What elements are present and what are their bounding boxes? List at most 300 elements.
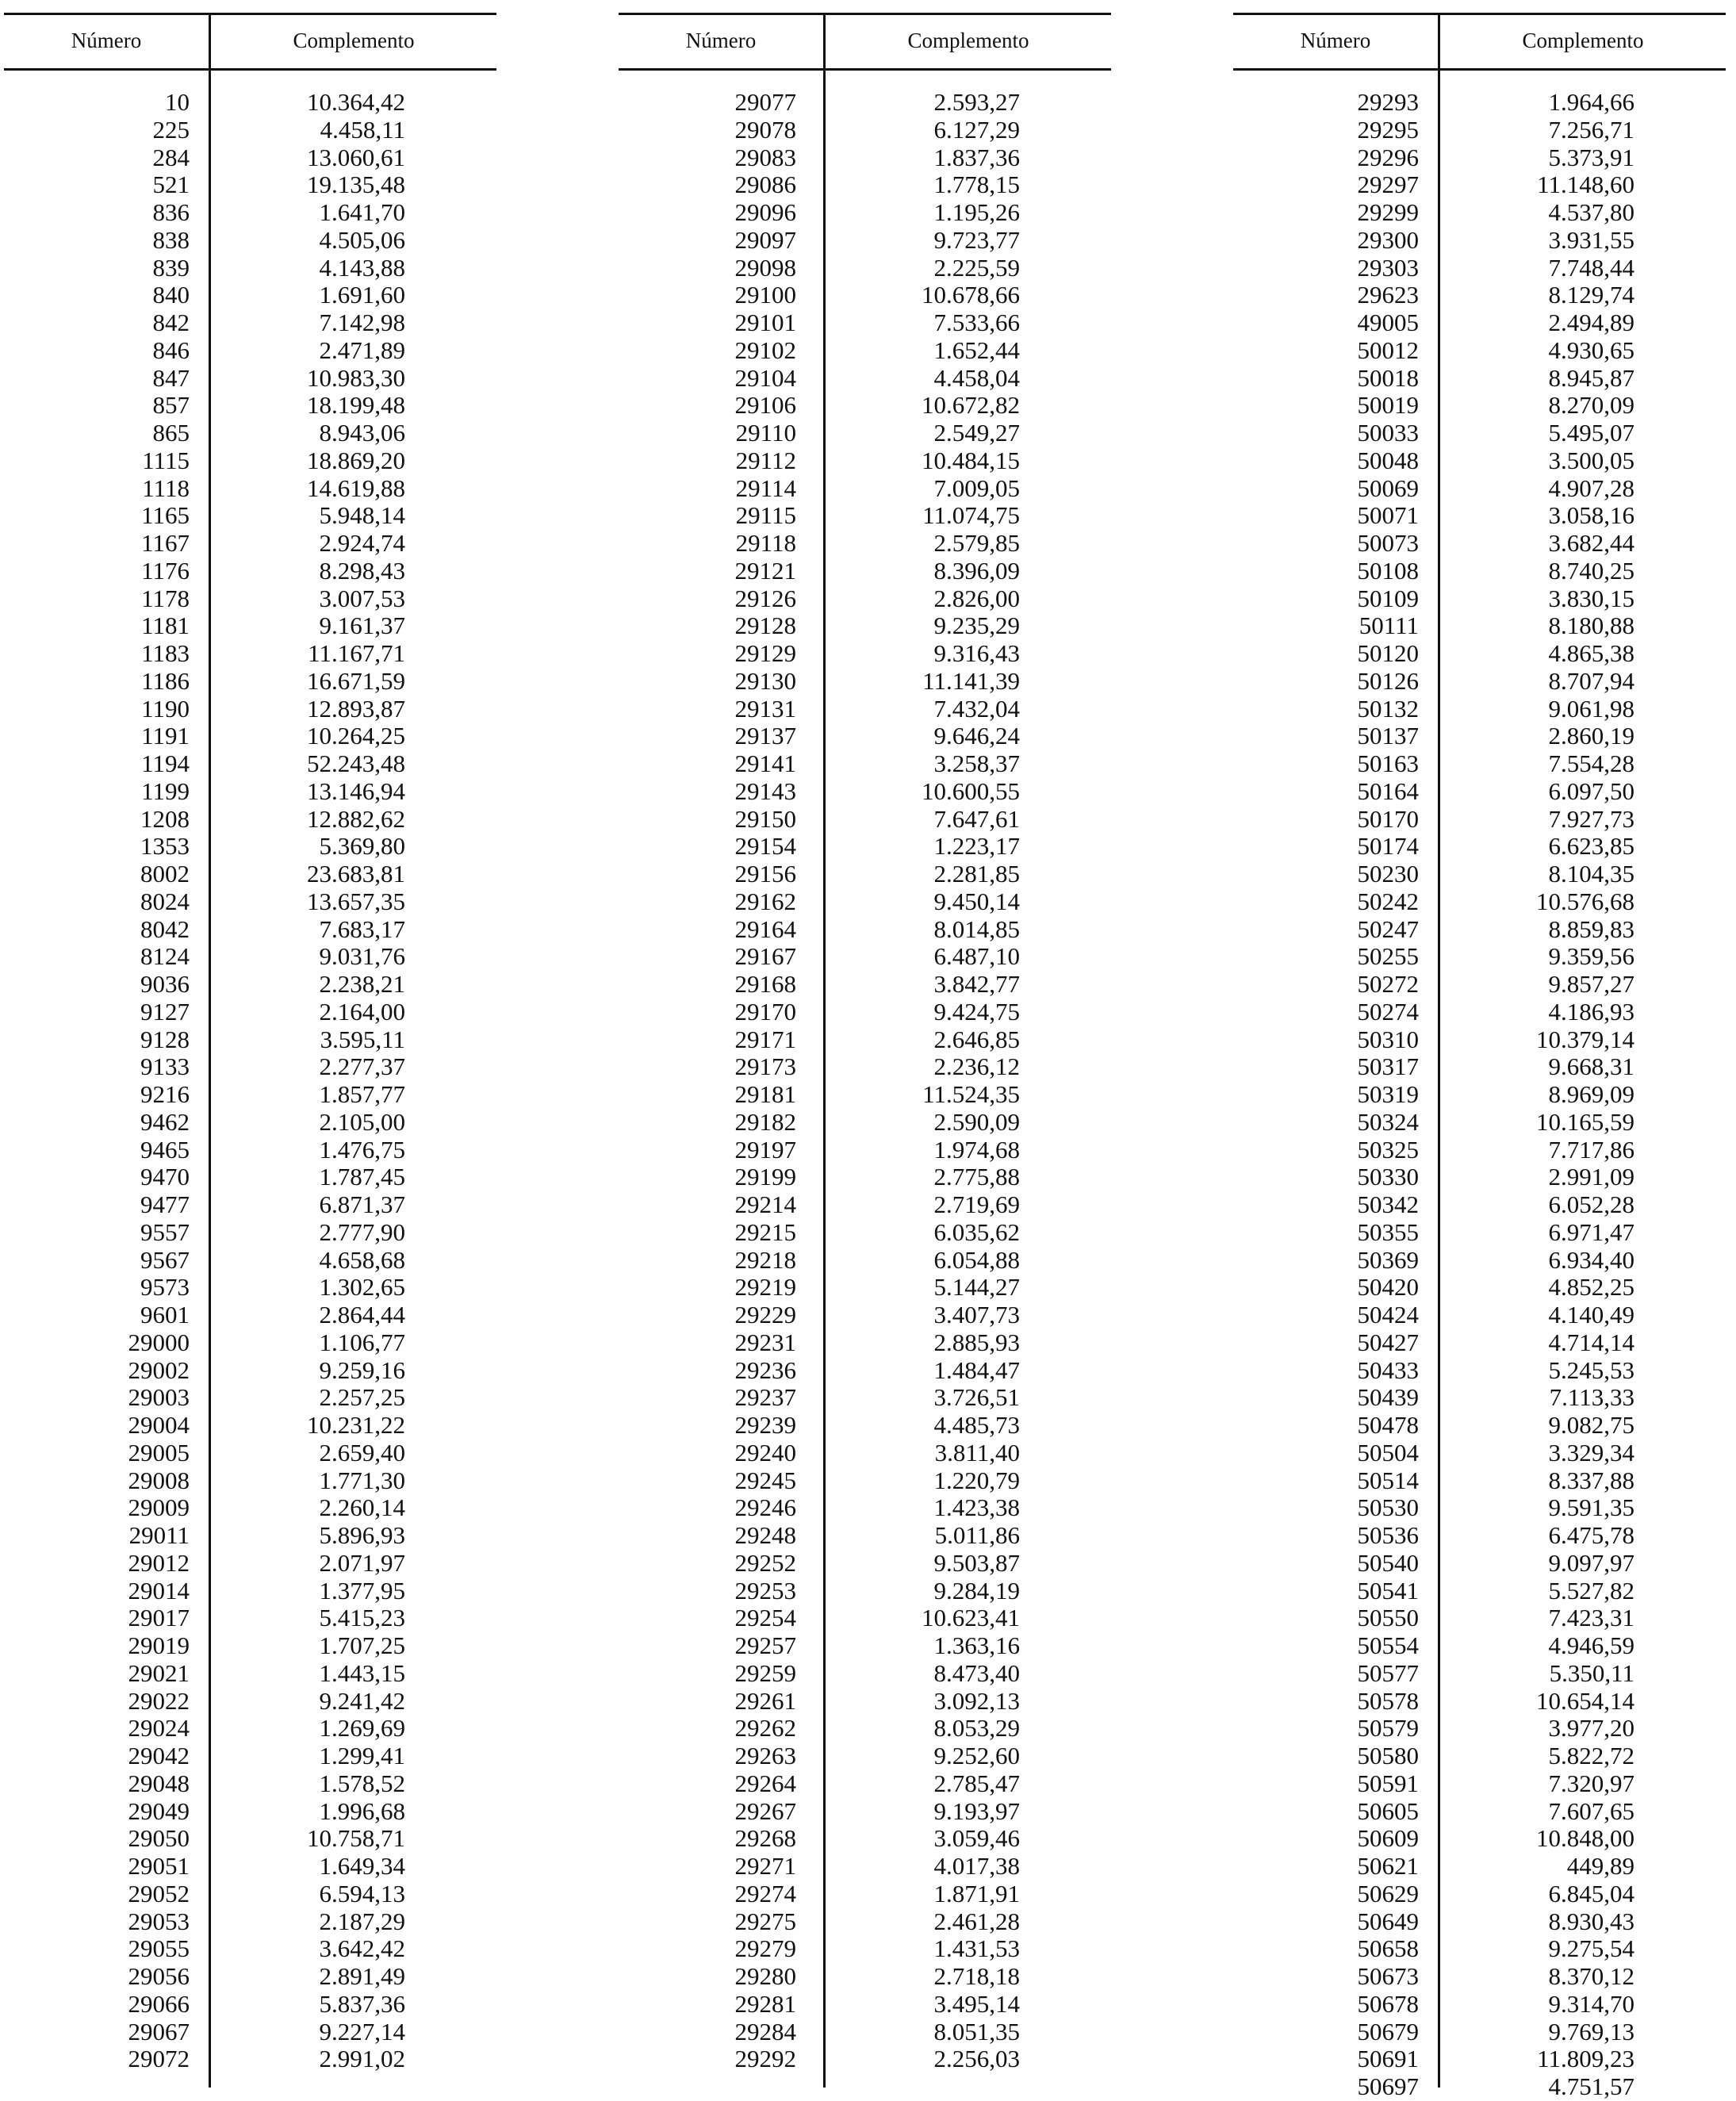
table-row [1233,1688,1726,1716]
table-row [4,171,496,199]
table-row [619,1798,1111,1826]
complemento-cell: 6.097,50 [1548,776,1634,805]
numero-cell: 29083 [734,143,796,171]
table-row [1233,1605,1726,1632]
table-row [619,750,1111,778]
complemento-cell: 2.071,97 [319,1548,405,1577]
numero-cell: 29066 [128,1989,190,2018]
complemento-cell: 16.671,59 [307,666,405,695]
table-row [4,1963,496,1991]
numero-cell: 29129 [734,639,796,667]
numero-cell: 29246 [734,1493,796,1522]
complemento-cell: 5.822,72 [1548,1742,1634,1769]
numero-cell: 50541 [1357,1576,1419,1605]
table-row [1233,475,1726,503]
numero-cell: 838 [152,225,190,254]
complemento-cell: 10.848,00 [1536,1824,1634,1853]
complemento-cell: 4.751,57 [1548,2072,1634,2100]
table-row [4,696,496,723]
table-row [4,888,496,916]
table-row [619,227,1111,255]
complemento-cell: 9.359,56 [1548,942,1634,971]
table-rows [619,89,1111,2073]
complemento-cell: 1.578,52 [319,1769,405,1797]
complemento-cell: 7.927,73 [1548,804,1634,833]
complemento-cell: 6.971,47 [1548,1217,1634,1246]
table-row [1233,2019,1726,2046]
numero-cell: 29263 [734,1742,796,1769]
table-row [1233,502,1726,530]
complemento-cell: 449,89 [1566,1852,1634,1880]
table-row [619,1550,1111,1578]
table-row [4,1329,496,1357]
numero-cell: 29259 [734,1658,796,1687]
numero-cell: 29275 [734,1907,796,1935]
table-row [1233,1825,1726,1853]
numero-cell: 865 [152,419,190,447]
numero-cell: 29299 [1357,198,1419,226]
complemento-cell: 6.934,40 [1548,1245,1634,1274]
complemento-cell: 8.370,12 [1548,1962,1634,1990]
numero-cell: 29274 [734,1879,796,1907]
numero-cell: 29303 [1357,253,1419,282]
complemento-cell: 1.443,15 [319,1658,405,1687]
complemento-cell: 18.199,48 [307,391,405,420]
numero-cell: 521 [152,171,190,199]
complemento-cell: 2.549,27 [933,419,1020,447]
numero-cell: 29231 [734,1328,796,1356]
complemento-cell: 6.052,28 [1548,1190,1634,1218]
complemento-cell: 11.167,71 [308,639,405,667]
complemento-cell: 4.930,65 [1548,335,1634,364]
table-row [619,337,1111,365]
top-rule [619,13,1111,15]
complemento-cell: 3.830,15 [1548,584,1634,612]
numero-cell: 50580 [1357,1742,1419,1769]
complemento-cell: 7.554,28 [1548,750,1634,777]
complemento-cell: 4.714,14 [1548,1328,1634,1356]
table-row [1233,144,1726,172]
table-row [1233,1302,1726,1329]
numero-cell: 29101 [734,309,796,336]
complemento-cell: 9.031,76 [319,942,405,971]
complemento-cell: 3.007,53 [319,584,405,612]
table-row [4,723,496,750]
table-row [619,420,1111,447]
complemento-cell: 5.144,27 [933,1273,1020,1302]
complemento-cell: 2.864,44 [319,1301,405,1328]
complemento-cell: 8.014,85 [933,914,1020,943]
complemento-cell: 11.524,35 [922,1080,1020,1108]
table-row [4,640,496,668]
table-row [1233,640,1726,668]
complemento-cell: 52.243,48 [307,750,405,777]
numero-cell: 29297 [1357,171,1419,199]
table-row [4,833,496,861]
complemento-cell: 9.723,77 [933,225,1020,254]
numero-cell: 29168 [734,970,796,998]
complemento-cell: 4.907,28 [1548,473,1634,502]
table-row [619,640,1111,668]
numero-cell: 29100 [734,281,796,309]
numero-cell: 29106 [734,391,796,420]
numero-cell: 1353 [140,832,190,861]
complemento-cell: 9.193,97 [933,1796,1020,1825]
complemento-cell: 5.369,80 [319,832,405,861]
table-row [619,1935,1111,1963]
numero-cell: 29254 [734,1604,796,1632]
complemento-cell: 12.893,87 [307,694,405,723]
numero-cell: 29284 [734,2017,796,2045]
complemento-cell: 1.871,91 [933,1879,1020,1907]
complemento-cell: 6.035,62 [933,1217,1020,1246]
numero-cell: 50317 [1357,1052,1419,1081]
numero-cell: 50120 [1357,639,1419,667]
complemento-cell: 4.140,49 [1548,1301,1634,1328]
table-row [1233,1908,1726,1936]
numero-cell: 50073 [1357,529,1419,557]
complemento-cell: 4.143,88 [319,253,405,282]
complemento-cell: 3.407,73 [933,1301,1020,1328]
table-row [619,1412,1111,1440]
table-row [619,475,1111,503]
table-row [619,723,1111,750]
numero-cell: 29262 [734,1714,796,1743]
numero-cell: 29055 [128,1934,190,1963]
complemento-cell: 2.991,02 [319,2045,405,2073]
complemento-cell: 1.476,75 [319,1135,405,1164]
table-row [619,2045,1111,2073]
table-row [619,1274,1111,1302]
numero-cell: 29115 [735,501,796,530]
numero-cell: 9127 [140,997,190,1026]
table-row [1233,1632,1726,1660]
numero-cell: 50629 [1357,1879,1419,1907]
table-row [1233,117,1726,144]
numero-cell: 9477 [140,1190,190,1218]
complemento-cell: 2.461,28 [933,1907,1020,1935]
complemento-cell: 4.658,68 [319,1245,405,1274]
table-row [1233,2045,1726,2073]
numero-cell: 50478 [1357,1411,1419,1439]
table-row [1233,1164,1726,1191]
complemento-cell: 10.165,59 [1536,1107,1634,1136]
table-row [4,530,496,558]
complemento-cell: 1.996,68 [319,1796,405,1825]
header-rule [619,68,1111,71]
complemento-cell: 2.860,19 [1548,722,1634,750]
numero-cell: 9567 [140,1245,190,1274]
numero-cell: 50591 [1357,1769,1419,1797]
complemento-cell: 10.600,55 [922,776,1020,805]
complemento-cell: 5.495,07 [1548,419,1634,447]
table-row [4,1137,496,1164]
table-row [1233,750,1726,778]
complemento-cell: 9.241,42 [319,1686,405,1715]
numero-cell: 29173 [734,1052,796,1081]
numero-cell: 225 [152,115,190,144]
complemento-cell: 2.891,49 [319,1962,405,1990]
complemento-cell: 7.142,98 [319,309,405,336]
numero-cell: 29295 [1357,115,1419,144]
complemento-cell: 2.236,12 [933,1052,1020,1081]
table-row [619,2019,1111,2046]
numero-cell: 9462 [140,1107,190,1136]
numero-cell: 29128 [734,612,796,640]
complemento-cell: 8.740,25 [1548,556,1634,585]
table-row [1233,861,1726,888]
numero-cell: 50578 [1357,1686,1419,1715]
complemento-cell: 9.314,70 [1548,1989,1634,2018]
numero-cell: 50019 [1357,391,1419,420]
numero-cell: 29000 [128,1328,190,1356]
table-row [1233,2073,1726,2101]
table-row [619,1632,1111,1660]
complemento-cell: 1.220,79 [933,1466,1020,1494]
table-row [1233,282,1726,309]
table-row [4,1935,496,1963]
complemento-cell: 23.683,81 [307,860,405,888]
complemento-cell: 2.924,74 [319,529,405,557]
numero-cell: 50170 [1357,804,1419,833]
numero-cell: 50247 [1357,914,1419,943]
table-row [1233,447,1726,475]
table-row [4,1494,496,1522]
complemento-cell: 19.135,48 [307,171,405,199]
numero-cell: 29126 [734,584,796,612]
table-row [4,255,496,282]
table-row [619,1578,1111,1605]
complemento-cell: 1.771,30 [319,1466,405,1494]
complemento-cell: 9.252,60 [933,1742,1020,1769]
table-row [1233,943,1726,971]
table-row [4,1853,496,1881]
numero-cell: 29267 [734,1796,796,1825]
numero-cell: 50369 [1357,1245,1419,1274]
table-row [619,1384,1111,1412]
table-row [4,1053,496,1081]
complemento-cell: 1.778,15 [933,171,1020,199]
numero-cell: 29096 [734,198,796,226]
complemento-cell: 7.647,61 [933,804,1020,833]
table-row [4,778,496,806]
header-complemento: Complemento [1522,29,1644,52]
numero-cell: 50605 [1357,1796,1419,1825]
table-row [1233,199,1726,227]
complemento-cell: 8.473,40 [933,1658,1020,1687]
complemento-cell: 6.487,10 [933,942,1020,971]
table-row [1233,1357,1726,1385]
numero-cell: 50579 [1357,1714,1419,1743]
numero-cell: 29049 [128,1796,190,1825]
complemento-cell: 2.785,47 [933,1769,1020,1797]
numero-cell: 29280 [734,1962,796,1990]
numero-cell: 50272 [1357,970,1419,998]
table-row [4,1715,496,1743]
complemento-cell: 1.974,68 [933,1135,1020,1164]
numero-cell: 50697 [1357,2072,1419,2100]
complemento-cell: 8.298,43 [319,556,405,585]
table-row [1233,778,1726,806]
complemento-cell: 5.373,91 [1548,143,1634,171]
table-row [619,171,1111,199]
table-row [4,1440,496,1467]
numero-cell: 50609 [1357,1824,1419,1853]
complemento-cell: 3.977,20 [1548,1714,1634,1743]
complemento-cell: 2.238,21 [319,970,405,998]
table-row [619,1605,1111,1632]
complemento-cell: 1.363,16 [933,1631,1020,1659]
complemento-cell: 1.423,38 [933,1493,1020,1522]
table-row [1233,1853,1726,1881]
complemento-cell: 10.379,14 [1536,1025,1634,1053]
table-row [4,806,496,834]
table-row [4,1191,496,1219]
numero-cell: 29150 [734,804,796,833]
table-row [1233,696,1726,723]
table-row [4,1825,496,1853]
complemento-cell: 4.505,06 [319,225,405,254]
table-row [619,447,1111,475]
table-row [619,1522,1111,1550]
table-row [4,1384,496,1412]
complemento-cell: 11.809,23 [1537,2045,1634,2073]
table-row [4,502,496,530]
complemento-cell: 6.054,88 [933,1245,1020,1274]
table-row [1233,1494,1726,1522]
numero-cell: 29104 [734,363,796,392]
numero-cell: 9465 [140,1135,190,1164]
numero-cell: 29170 [734,997,796,1026]
table-row [4,558,496,585]
complemento-cell: 8.053,29 [933,1714,1020,1743]
table-row [4,1302,496,1329]
complemento-cell: 7.607,65 [1548,1796,1634,1825]
table-row [4,1026,496,1054]
table-row [619,1881,1111,1908]
complemento-cell: 4.017,38 [933,1852,1020,1880]
table-row [4,1274,496,1302]
complemento-cell: 10.758,71 [307,1824,405,1853]
table-row [4,89,496,117]
complemento-cell: 1.195,26 [933,198,1020,226]
table-row [1233,1798,1726,1826]
numero-cell: 29197 [734,1135,796,1164]
complemento-cell: 3.595,11 [320,1025,405,1053]
complemento-cell: 4.458,11 [320,115,405,144]
table-row [1233,668,1726,696]
table-row [1233,1935,1726,1963]
numero-cell: 29239 [734,1411,796,1439]
numero-cell: 1190 [141,694,190,723]
table-row [4,365,496,393]
complemento-cell: 5.011,86 [934,1521,1020,1549]
numero-cell: 50504 [1357,1438,1419,1466]
numero-cell: 29182 [734,1107,796,1136]
numero-cell: 9557 [140,1217,190,1246]
numero-cell: 29072 [128,2045,190,2073]
complemento-cell: 2.590,09 [933,1107,1020,1136]
complemento-cell: 6.594,13 [319,1879,405,1907]
table-row [619,199,1111,227]
table-row [4,668,496,696]
numero-cell: 29167 [734,942,796,971]
table-row [619,1770,1111,1798]
table-row [4,1247,496,1275]
numero-cell: 29017 [128,1604,190,1632]
table-row [619,1467,1111,1495]
numero-cell: 29067 [128,2017,190,2045]
complemento-cell: 8.969,09 [1548,1080,1634,1108]
complemento-cell: 5.896,93 [319,1521,405,1549]
table-row [619,888,1111,916]
numero-cell: 1178 [141,584,190,612]
table-row [4,1550,496,1578]
numero-cell: 839 [152,253,190,282]
complemento-cell: 2.826,00 [933,584,1020,612]
numero-cell: 8002 [140,860,190,888]
numero-cell: 50342 [1357,1190,1419,1218]
numero-cell: 1165 [141,501,190,530]
table-row [4,1522,496,1550]
numero-cell: 29293 [1357,88,1419,116]
numero-cell: 1199 [141,776,190,805]
numero-cell: 29102 [734,335,796,364]
complemento-cell: 3.842,77 [933,970,1020,998]
numero-cell: 29019 [128,1631,190,1659]
numero-cell: 29014 [128,1576,190,1605]
numero-cell: 29110 [735,419,796,447]
table-row [619,696,1111,723]
complemento-cell: 13.146,94 [307,776,405,805]
table-row [4,943,496,971]
numero-cell: 29022 [128,1686,190,1715]
table-row [619,1825,1111,1853]
complemento-cell: 7.423,31 [1548,1604,1634,1632]
table-row [1233,1550,1726,1578]
complemento-cell: 3.931,55 [1548,225,1634,254]
numero-cell: 29118 [735,529,796,557]
numero-cell: 29245 [734,1466,796,1494]
complemento-cell: 6.127,29 [933,115,1020,144]
numero-cell: 1181 [141,612,190,640]
numero-cell: 50673 [1357,1962,1419,1990]
numero-cell: 29042 [128,1742,190,1769]
table-row [619,1908,1111,1936]
numero-cell: 29229 [734,1301,796,1328]
complemento-cell: 7.717,86 [1548,1135,1634,1164]
table-row [619,1963,1111,1991]
numero-cell: 29012 [128,1548,190,1577]
numero-cell: 8042 [140,914,190,943]
numero-cell: 9133 [140,1052,190,1081]
numero-cell: 836 [152,198,190,226]
table-row [4,447,496,475]
numero-cell: 29112 [735,446,796,474]
numero-cell: 50230 [1357,860,1419,888]
table-row [4,1219,496,1247]
table-row [1233,1743,1726,1770]
numero-cell: 29154 [734,832,796,861]
table-row [1233,1715,1726,1743]
numero-cell: 29005 [128,1438,190,1466]
complemento-cell: 8.707,94 [1548,666,1634,695]
table-row [1233,585,1726,613]
table-row [4,117,496,144]
table-row [619,1081,1111,1109]
numero-cell: 29253 [734,1576,796,1605]
top-rule [4,13,496,15]
